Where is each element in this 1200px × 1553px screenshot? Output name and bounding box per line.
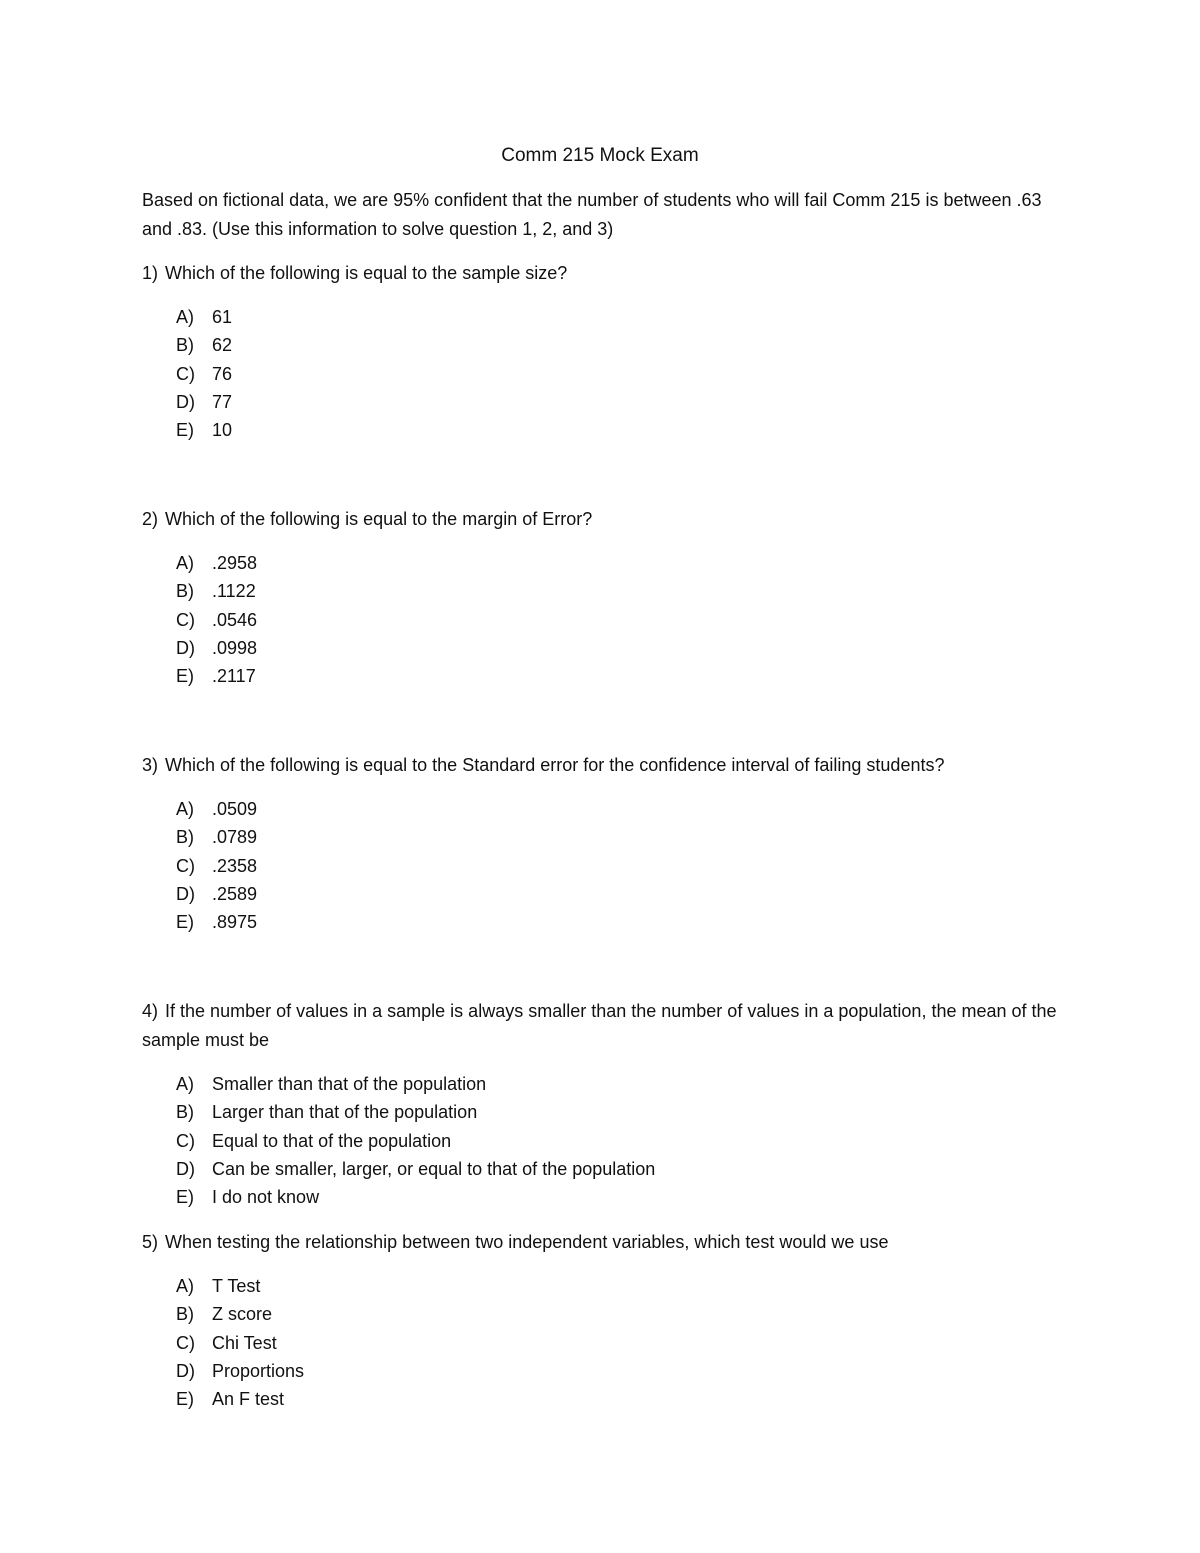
- question-number: 2): [142, 509, 159, 529]
- option-text: Smaller than that of the population: [212, 1074, 487, 1094]
- option-letter: C): [176, 1130, 195, 1151]
- option-c: [176, 1127, 1062, 1155]
- question-4: [142, 997, 1062, 1211]
- question-prompt: Which of the following is equal to the sample size?: [165, 263, 568, 283]
- option-letter: A): [176, 799, 194, 819]
- option-text: .0546: [212, 609, 258, 630]
- option-text: Z score: [212, 1304, 273, 1325]
- option-letter: D): [176, 391, 195, 412]
- question-text: [142, 751, 1062, 780]
- option-letter: E): [176, 912, 194, 933]
- option-e: [176, 908, 1062, 936]
- option-letter: B): [176, 581, 194, 602]
- option-text: .8975: [212, 912, 258, 933]
- options-list: [142, 795, 1062, 936]
- option-letter: E): [176, 1187, 194, 1208]
- question-5: [142, 1228, 1062, 1413]
- option-letter: A): [176, 1276, 194, 1296]
- options-list: [142, 1070, 1062, 1211]
- option-letter: D): [176, 1158, 195, 1179]
- option-b: [176, 1300, 1062, 1328]
- option-a: [176, 1272, 1062, 1300]
- intro-paragraph: Based on fictional data, we are 95% confident that the number of students who will fail Comm 215 is between .63 and .83. (Use this information to solve question 1, 2, and 3): [142, 190, 1042, 239]
- option-c: [176, 1329, 1062, 1357]
- options-list: [142, 549, 1062, 690]
- option-e: [176, 1183, 1062, 1211]
- question-text: [142, 505, 1062, 534]
- question-prompt: Which of the following is equal to the margin of Error?: [165, 509, 593, 529]
- question-text: [142, 1228, 1062, 1257]
- option-letter: D): [176, 637, 195, 658]
- option-letter: E): [176, 666, 194, 687]
- question-number: 1): [142, 263, 159, 283]
- option-e: [176, 662, 1062, 690]
- option-text: .0998: [212, 637, 258, 658]
- option-text: 62: [212, 335, 233, 356]
- option-a: [176, 795, 1062, 823]
- option-letter: C): [176, 609, 195, 630]
- option-text: .2358: [212, 855, 258, 876]
- option-letter: B): [176, 335, 194, 356]
- option-text: .2958: [212, 553, 258, 573]
- option-text: .0509: [212, 799, 258, 819]
- option-letter: D): [176, 883, 195, 904]
- options-list: [142, 1272, 1062, 1413]
- option-letter: A): [176, 553, 194, 573]
- option-text: 10: [212, 420, 233, 441]
- option-letter: E): [176, 1389, 194, 1410]
- option-d: [176, 1357, 1062, 1385]
- option-b: [176, 331, 1062, 359]
- option-text: .2117: [212, 666, 256, 687]
- option-text: Equal to that of the population: [212, 1130, 452, 1151]
- option-d: [176, 880, 1062, 908]
- option-c: [176, 360, 1062, 388]
- option-letter: A): [176, 307, 194, 327]
- option-letter: B): [176, 1304, 194, 1325]
- option-letter: B): [176, 827, 194, 848]
- option-text: An F test: [212, 1389, 285, 1410]
- option-text: .1122: [212, 581, 256, 602]
- question-text: [142, 259, 1062, 288]
- option-a: [176, 549, 1062, 577]
- option-text: Chi Test: [212, 1332, 277, 1353]
- question-prompt: When testing the relationship between two independent variables, which test would we use: [165, 1232, 889, 1252]
- option-letter: B): [176, 1102, 194, 1123]
- question-number: 4): [142, 1001, 159, 1021]
- option-letter: A): [176, 1074, 194, 1094]
- option-b: [176, 577, 1062, 605]
- page-title: Comm 215 Mock Exam: [501, 145, 699, 166]
- option-letter: C): [176, 363, 195, 384]
- question-3: [142, 751, 1062, 936]
- option-a: [176, 1070, 1062, 1098]
- option-text: Proportions: [212, 1360, 305, 1381]
- option-letter: C): [176, 1332, 195, 1353]
- option-a: [176, 303, 1062, 331]
- question-text: [142, 997, 1062, 1055]
- option-e: [176, 1385, 1062, 1413]
- question-number: 3): [142, 755, 159, 775]
- option-text: .2589: [212, 883, 258, 904]
- option-text: 76: [212, 363, 233, 384]
- option-text: Larger than that of the population: [212, 1102, 478, 1123]
- option-d: [176, 634, 1062, 662]
- question-prompt: If the number of values in a sample is always smaller than the number of values in a population, the mean of the sample must be: [142, 1001, 1057, 1050]
- option-b: [176, 1098, 1062, 1126]
- question-1: [142, 259, 1062, 444]
- option-letter: C): [176, 855, 195, 876]
- option-c: [176, 852, 1062, 880]
- option-text: Can be smaller, larger, or equal to that of the population: [212, 1158, 656, 1179]
- option-e: [176, 416, 1062, 444]
- question-2: [142, 505, 1062, 690]
- option-d: [176, 388, 1062, 416]
- option-text: 77: [212, 391, 233, 412]
- question-prompt: Which of the following is equal to the Standard error for the confidence interval of failing students?: [165, 755, 945, 775]
- option-letter: D): [176, 1360, 195, 1381]
- option-text: T Test: [212, 1276, 261, 1296]
- option-text: .0789: [212, 827, 258, 848]
- option-letter: E): [176, 420, 194, 441]
- option-text: 61: [212, 307, 233, 327]
- option-text: I do not know: [212, 1187, 320, 1208]
- question-number: 5): [142, 1232, 159, 1252]
- option-d: [176, 1155, 1062, 1183]
- options-list: [142, 303, 1062, 444]
- option-b: [176, 823, 1062, 851]
- option-c: [176, 606, 1062, 634]
